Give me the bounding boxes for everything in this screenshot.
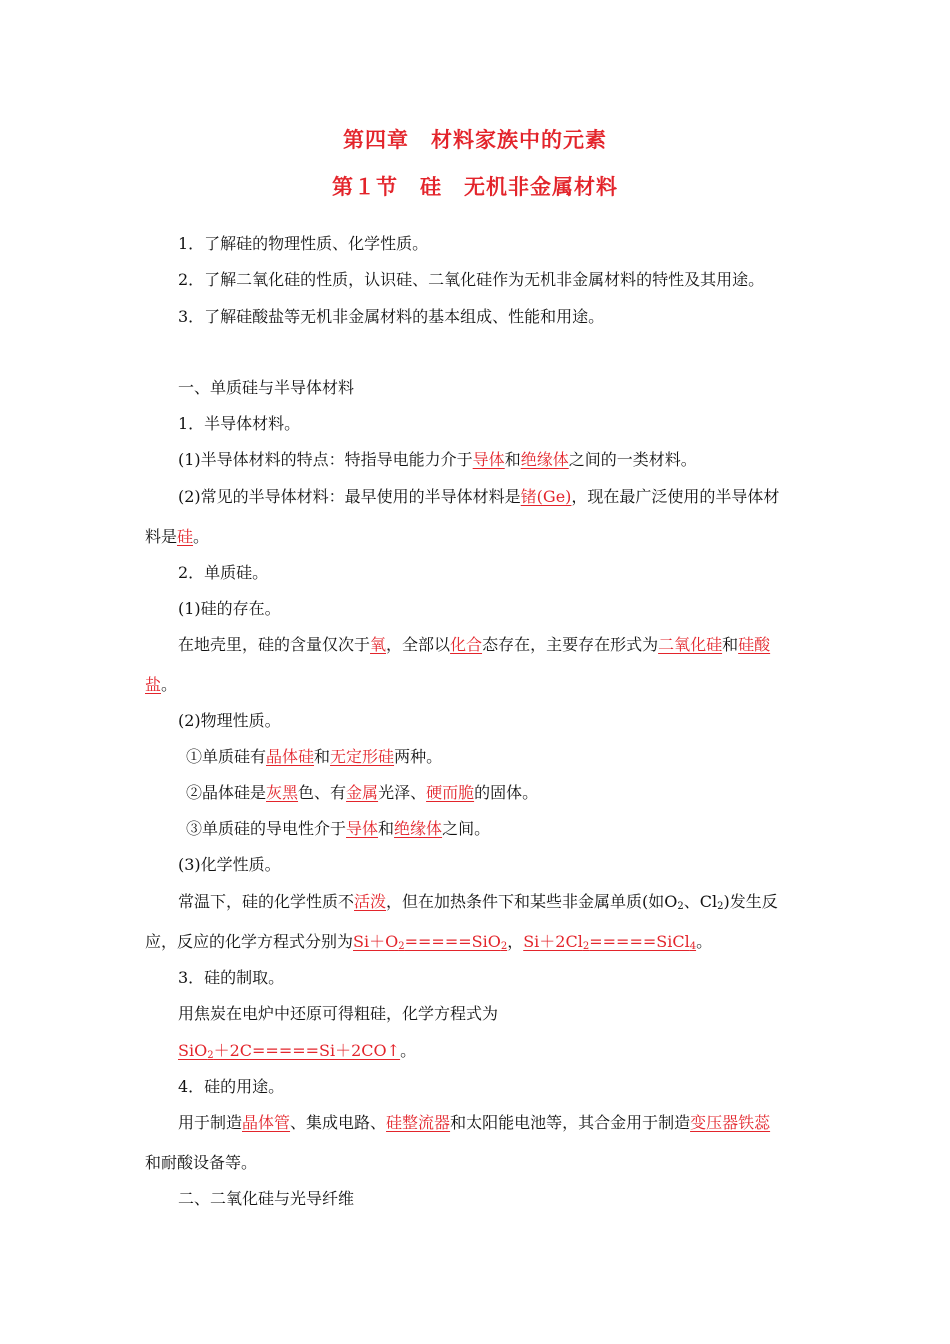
section-1-heading: 一、单质硅与半导体材料: [178, 378, 355, 397]
answer-blank: 灰黑: [266, 783, 299, 802]
section-2-heading: 二、二氧化硅与光导纤维: [178, 1189, 355, 1208]
answer-blank: 导体: [346, 819, 379, 838]
answer-blank: 化合: [450, 635, 483, 654]
answer-blank: 二氧化硅: [658, 635, 723, 654]
item-physical-3: ③单质硅的导电性介于导体和绝缘体之间。: [186, 819, 491, 838]
answer-blank: 盐: [145, 675, 162, 694]
equation-si-cl2: $Si+2Cl_2=====SiCl_4$: [523, 932, 697, 952]
equation-preparation: SiO$_2$＋2C=====Si＋2CO↑。: [178, 1041, 417, 1061]
subheading-uses: 4．硅的用途。: [178, 1077, 285, 1096]
answer-blank: 无定形硅: [330, 747, 395, 766]
section-title: 第１节 硅 无机非金属材料: [332, 174, 618, 199]
equation-si-o2: $Si+O_2=====SiO_2$: [353, 932, 508, 952]
answer-blank: 绝缘体: [394, 819, 443, 838]
answer-blank: 晶体硅: [266, 747, 315, 766]
goal-1: 1．了解硅的物理性质、化学性质。: [178, 234, 429, 253]
goal-3: 3．了解硅酸盐等无机非金属材料的基本组成、性能和用途。: [178, 307, 605, 326]
subheading-preparation: 3．硅的制取。: [178, 968, 285, 987]
subheading-elemental-silicon: 2．单质硅。: [178, 563, 269, 582]
answer-blank: 导体: [472, 450, 505, 469]
item-physical-2: ②晶体硅是灰黑色、有金属光泽、硬而脆的固体。: [186, 783, 539, 802]
answer-blank: 硅整流器: [386, 1113, 451, 1132]
paragraph-chemical-properties: 常温下，硅的化学性质不活泼，但在加热条件下和某些非金属单质(如$O_2$、$Cl_2$)发生反: [178, 892, 778, 912]
subheading-physical-properties: (2)物理性质。: [178, 711, 281, 730]
paragraph-common-semiconductor: (2)常见的半导体材料：最早使用的半导体材料是锗(Ge)，现在最广泛使用的半导体材: [178, 487, 780, 506]
goal-2: 2．了解二氧化硅的性质，认识硅、二氧化硅作为无机非金属材料的特性及其用途。: [178, 270, 765, 289]
answer-blank: 变压器铁蕊: [690, 1113, 771, 1132]
paragraph-preparation: 用焦炭在电炉中还原可得粗硅，化学方程式为: [178, 1004, 499, 1023]
paragraph-occurrence: 在地壳里，硅的含量仅次于氧，全部以化合态存在，主要存在形式为二氧化硅和硅酸: [178, 635, 771, 654]
item-physical-1: ①单质硅有晶体硅和无定形硅两种。: [186, 747, 443, 766]
answer-blank: 活泼: [354, 892, 387, 911]
paragraph-semiconductor-feature: (1)半导体材料的特点：特指导电能力介于导体和绝缘体之间的一类材料。: [178, 450, 697, 469]
answer-blank: 绝缘体: [520, 450, 569, 469]
paragraph-common-semiconductor-cont: 料是硅。: [145, 527, 210, 546]
paragraph-uses-cont: 和耐酸设备等。: [145, 1153, 258, 1172]
answer-blank: 晶体管: [242, 1113, 291, 1132]
answer-blank: 硅: [177, 527, 194, 546]
answer-blank: 金属: [346, 783, 379, 802]
subheading-occurrence: (1)硅的存在。: [178, 599, 281, 618]
answer-blank: 锗(Ge): [520, 487, 572, 506]
paragraph-chemical-equations: 应，反应的化学方程式分别为$Si+O_2=====SiO_2$，$Si+2Cl_2=====SiCl_4$。: [145, 932, 713, 952]
subheading-chemical-properties: (3)化学性质。: [178, 855, 281, 874]
answer-blank: 硅酸: [738, 635, 771, 654]
chapter-title: 第四章 材料家族中的元素: [343, 127, 607, 152]
subheading-semiconductor: 1．半导体材料。: [178, 414, 301, 433]
answer-blank: 氧: [370, 635, 387, 654]
answer-blank: 硬而脆: [426, 783, 475, 802]
paragraph-occurrence-cont: 盐。: [145, 675, 178, 694]
paragraph-uses: 用于制造晶体管、集成电路、硅整流器和太阳能电池等，其合金用于制造变压器铁蕊: [178, 1113, 771, 1132]
